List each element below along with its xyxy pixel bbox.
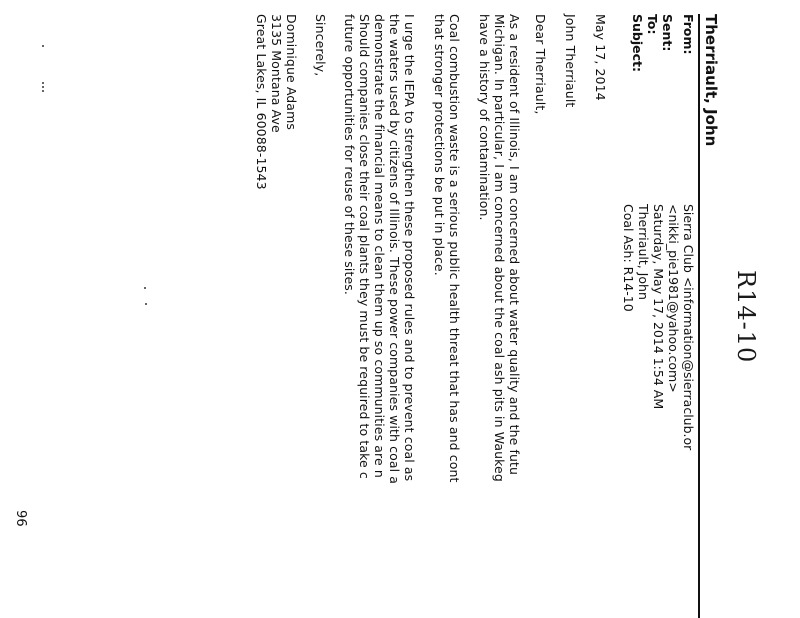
subject-label: Subject: bbox=[630, 14, 645, 72]
scan-speck bbox=[42, 82, 44, 84]
to-value: Therriault, John bbox=[636, 204, 651, 300]
scan-speck bbox=[42, 90, 44, 92]
paragraph3-line2: the waters used by citizens of Illinois. These power companies with coal a bbox=[387, 14, 402, 485]
subject-value: Coal Ash: R14-10 bbox=[621, 204, 636, 312]
scan-speck bbox=[42, 86, 44, 88]
paragraph3-line4: Should companies close their coal plants they must be required to take c bbox=[357, 14, 372, 479]
letter-date: May 17, 2014 bbox=[593, 14, 608, 101]
letter-closing: Sincerely, bbox=[313, 14, 328, 77]
to-label: To: bbox=[645, 14, 660, 35]
paragraph1-line2: Michigan. In particular, I am concerned about the coal ash pits in Waukeg bbox=[492, 14, 507, 482]
from-label: From: bbox=[681, 14, 696, 55]
from-value: Sierra Club <information@sierraclub.or bbox=[681, 204, 696, 451]
paragraph2-line2: that stronger protections be put in place. bbox=[432, 14, 447, 276]
document-id: R14-10 bbox=[732, 270, 760, 364]
paragraph3-line1: I urge the IEPA to strengthen these proposed rules and to prevent coal as bbox=[402, 14, 417, 482]
scan-speck bbox=[144, 287, 146, 289]
paragraph3-line3: demonstrate the financial means to clean them up so communities are n bbox=[372, 14, 387, 478]
paragraph2-line1: Coal combustion waste is a serious public health threat that has and cont bbox=[447, 14, 462, 483]
signature-address-line1: 3135 Montana Ave bbox=[269, 14, 284, 133]
header-divider bbox=[698, 14, 700, 618]
letter-greeting: Dear Therriault, bbox=[533, 14, 548, 115]
paragraph1-line1: As a resident of Illinois, I am concerned about water quality and the futu bbox=[507, 14, 522, 476]
sent-label: Sent: bbox=[660, 14, 675, 52]
sent-value-line2: Saturday, May 17, 2014 1:54 AM bbox=[651, 204, 666, 410]
sent-value-line1: <nikki_pie1981@yahoo.com> bbox=[666, 204, 681, 393]
signature-address-line2: Great Lakes, IL 60088-1543 bbox=[254, 14, 269, 190]
page-number: 96 bbox=[13, 510, 28, 527]
sender-name: Therriault, John bbox=[702, 14, 720, 147]
scan-speck bbox=[145, 303, 147, 305]
paragraph3-line5: future opportunities for reuse of these sites. bbox=[342, 14, 357, 295]
scan-speck bbox=[42, 45, 44, 47]
paragraph1-line3: have a history of contamination. bbox=[477, 14, 492, 221]
letter-recipient: John Therriault bbox=[563, 14, 578, 108]
signature-name: Dominique Adams bbox=[284, 14, 299, 130]
